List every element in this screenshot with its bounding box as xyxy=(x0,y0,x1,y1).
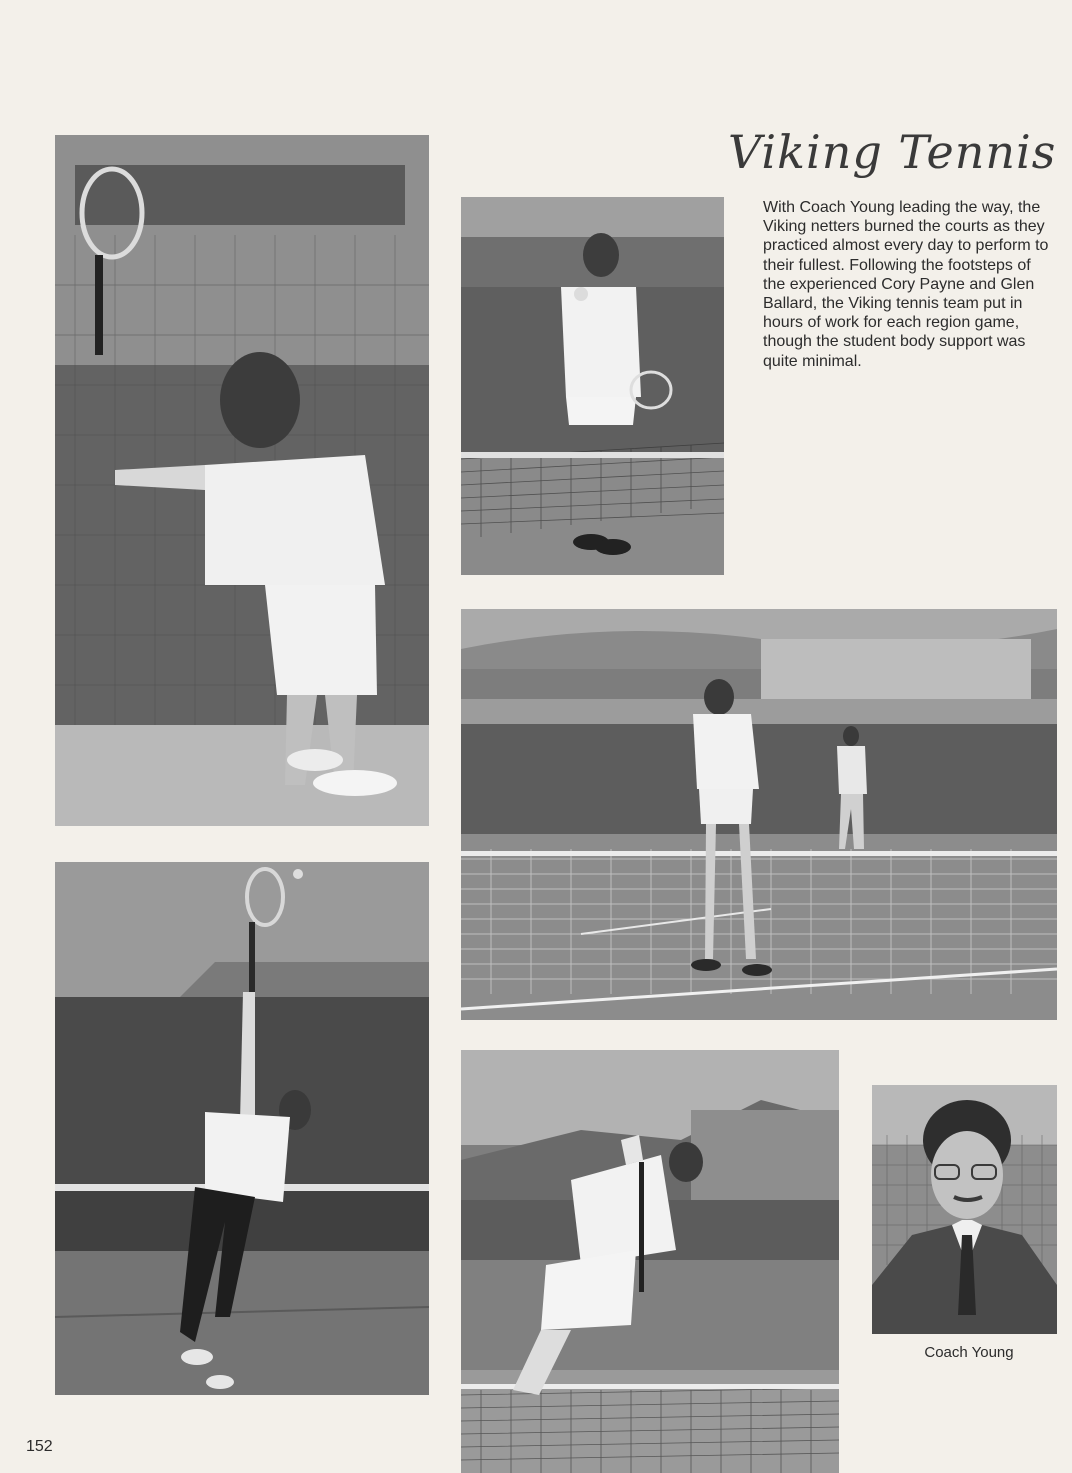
article-body: With Coach Young leading the way, the Viking netters burned the courts as they practiced almost every day to perform to their fullest. Following the footsteps of the experienced Cory Payne and Glen Ballard, the Viking tennis team put in hours of work for each region game, though the student body support was quite minimal. xyxy=(763,199,1049,370)
tennis-serve-icon xyxy=(55,862,429,1395)
photo-tennis-follow-through xyxy=(461,1050,839,1473)
tennis-player-at-net-icon xyxy=(461,197,724,575)
coach-portrait-icon xyxy=(872,1085,1057,1334)
tennis-player-forehand-icon xyxy=(55,135,429,826)
page-title: Viking Tennis xyxy=(728,125,1057,179)
page-number: 152 xyxy=(26,1438,53,1455)
doubles-practice-icon xyxy=(461,609,1057,1020)
tennis-follow-through-icon xyxy=(461,1050,839,1473)
photo-player-at-net xyxy=(461,197,724,575)
photo-doubles-practice xyxy=(461,609,1057,1020)
photo-caption: Coach Young xyxy=(924,1344,1014,1361)
photo-coach-portrait xyxy=(872,1085,1057,1334)
photo-tennis-serve xyxy=(55,862,429,1395)
photo-player-forehand xyxy=(55,135,429,826)
